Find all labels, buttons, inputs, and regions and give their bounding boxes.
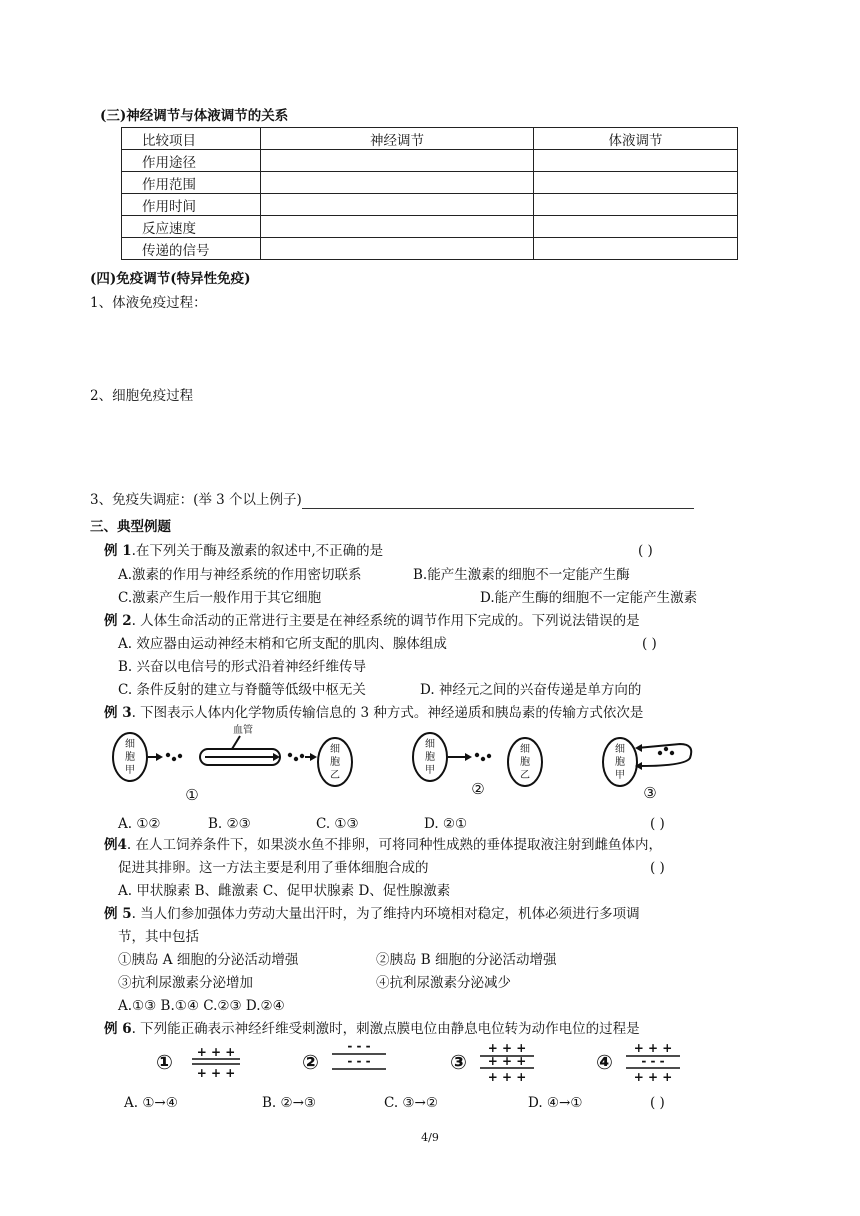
- charge-plus: + + +: [487, 1041, 527, 1055]
- table-cell: [534, 194, 738, 216]
- q3-option-a: A. ①②: [118, 816, 161, 832]
- cell-yi-label: 胞: [520, 757, 530, 768]
- q1-option-a: A.激素的作用与神经系统的作用密切联系: [118, 567, 362, 583]
- table-cell: [261, 150, 534, 172]
- cell-jia-label: 胞: [615, 757, 625, 768]
- charge-minus: - - -: [347, 1039, 371, 1053]
- q5-statement-1: ①胰岛 A 细胞的分泌活动增强: [118, 952, 299, 968]
- q1-stem: [104, 542, 383, 560]
- section4-item3-text: 3、免疫失调症：(举 3 个以上例子): [90, 492, 302, 508]
- q6-option-d: D. ④→①: [528, 1095, 583, 1111]
- q1-answer-paren: ( ): [638, 543, 653, 559]
- q4-options: A. 甲状腺素 B、雌激素 C、促甲状腺素 D、促性腺激素: [118, 883, 451, 899]
- q5-statement-4: ④抗利尿激素分泌减少: [376, 975, 511, 991]
- table-header-cell: 体液调节: [534, 128, 738, 150]
- table-cell: [534, 150, 738, 172]
- cell-yi-label: 细: [520, 744, 530, 755]
- q4-stem-text: . 在人工饲养条件下，如果淡水鱼不排卵，可将同种性成熟的垂体提取液注射到雌鱼体内，: [126, 837, 662, 853]
- charge-plus: + + +: [633, 1041, 673, 1055]
- page-number: 4/9: [421, 1131, 439, 1144]
- q5-stem-text: . 当人们参加强体力劳动大量出汗时，为了维持内环境相对稳定，机体必须进行多项调: [131, 906, 640, 922]
- cell-jia-label: 甲: [125, 765, 135, 776]
- q4-stem: [104, 836, 662, 854]
- q6-figure: [150, 1038, 690, 1086]
- q2-answer-paren: ( ): [642, 636, 657, 652]
- figure-label: ②: [471, 780, 485, 798]
- section3-title: (三)神经调节与体液调节的关系: [100, 108, 289, 124]
- q6-option-b: B. ②→③: [262, 1095, 317, 1111]
- table-row: [122, 216, 738, 238]
- table-row-label: 反应速度: [122, 216, 261, 238]
- q6-stem: [104, 1020, 640, 1038]
- q5-number: 例 5: [104, 906, 132, 922]
- q5-stem: [104, 905, 640, 923]
- q1-option-b: B.能产生激素的细胞不一定能产生酶: [413, 567, 630, 583]
- figure-label: ①: [156, 1050, 173, 1074]
- table-header-cell: 比较项目: [122, 128, 261, 150]
- part3-title: 三、典型例题: [90, 519, 171, 535]
- q4-number: 例4: [104, 837, 127, 853]
- q3-option-b: B. ②③: [208, 816, 251, 832]
- table-row-label: 传递的信号: [122, 238, 261, 260]
- section4-item1: 1、体液免疫过程：: [90, 295, 207, 311]
- charge-minus: - - -: [641, 1054, 665, 1068]
- charge-plus: + + +: [487, 1054, 527, 1068]
- q6-option-c: C. ③→②: [384, 1095, 438, 1111]
- cell-jia-label: 细: [425, 739, 435, 750]
- charge-plus: + + +: [196, 1066, 236, 1080]
- q2-option-c: C. 条件反射的建立与脊髓等低级中枢无关: [118, 682, 366, 698]
- q2-option-a: A. 效应器由运动神经末梢和它所支配的肌肉、腺体组成: [118, 636, 447, 652]
- table-row: [122, 238, 738, 260]
- q4-stem-2: 促进其排卵。这一方法主要是利用了垂体细胞合成的: [118, 860, 429, 876]
- table-header-cell: 神经调节: [261, 128, 534, 150]
- q3-option-c: C. ①③: [316, 816, 359, 832]
- comparison-table: [121, 127, 738, 260]
- q3-option-d: D. ②①: [424, 816, 468, 832]
- cell-yi-label: 乙: [330, 770, 340, 781]
- cell-yi-label: 乙: [520, 770, 530, 781]
- table-cell: [534, 172, 738, 194]
- table-cell: [261, 194, 534, 216]
- figure-label: ②: [302, 1050, 319, 1074]
- table-row: [122, 194, 738, 216]
- charge-plus: + + +: [633, 1070, 673, 1084]
- q1-option-d: D.能产生酶的细胞不一定能产生激素: [480, 590, 698, 606]
- q1-option-c: C.激素产生后一般作用于其它细胞: [118, 590, 322, 606]
- figure-label: ①: [185, 786, 199, 804]
- table-cell: [534, 238, 738, 260]
- cell-jia-label: 胞: [125, 752, 135, 763]
- q1-number: 例 1: [104, 543, 132, 559]
- q5-statement-3: ③抗利尿激素分泌增加: [118, 975, 253, 991]
- arrow-head: [465, 753, 472, 761]
- charge-minus: - - -: [347, 1054, 371, 1068]
- table-cell: [261, 172, 534, 194]
- q3-stem-text: . 下图表示人体内化学物质传输信息的 3 种方式。神经递质和胰岛素的传输方式依次是: [131, 705, 644, 721]
- cell-jia-label: 甲: [615, 770, 625, 781]
- cell-jia-label: 胞: [425, 752, 435, 763]
- cell-jia-label: 细: [125, 739, 135, 750]
- q2-stem: [104, 612, 640, 630]
- charge-plus: + + +: [487, 1070, 527, 1084]
- q4-answer-paren: ( ): [650, 860, 665, 876]
- table-row-label: 作用范围: [122, 172, 261, 194]
- section4-item2: 2、细胞免疫过程: [90, 388, 194, 404]
- arrow-head: [310, 753, 317, 761]
- q3-figure: [100, 722, 720, 807]
- charge-plus: + + +: [196, 1045, 236, 1059]
- answer-blank: [302, 494, 694, 509]
- q1-stem-text: .在下列关于酶及激素的叙述中,不正确的是: [131, 543, 384, 559]
- q2-number: 例 2: [104, 613, 132, 629]
- table-header-row: [122, 128, 738, 150]
- table-cell: [534, 216, 738, 238]
- table-cell: [261, 216, 534, 238]
- figure-label: ④: [596, 1050, 613, 1074]
- section4-item3: [90, 491, 694, 509]
- q6-number: 例 6: [104, 1021, 132, 1037]
- table-row: [122, 150, 738, 172]
- q5-stem-2: 节，其中包括: [118, 929, 199, 945]
- q6-option-a: A. ①→④: [124, 1095, 178, 1111]
- q6-stem-text: . 下列能正确表示神经纤维受刺激时，刺激点膜电位由静息电位转为动作电位的过程是: [131, 1021, 640, 1037]
- arrow-head: [156, 753, 163, 761]
- table-row: [122, 172, 738, 194]
- cell-yi-label: 胞: [330, 757, 340, 768]
- figure-label: ③: [643, 784, 657, 802]
- vessel-label: 血管: [233, 725, 253, 736]
- table-row-label: 作用时间: [122, 194, 261, 216]
- q3-number: 例 3: [104, 705, 132, 721]
- q6-answer-paren: ( ): [650, 1095, 665, 1111]
- cell-jia-label: 细: [615, 744, 625, 755]
- q5-options: A.①③ B.①④ C.②③ D.②④: [118, 998, 285, 1014]
- cell-yi-label: 细: [330, 744, 340, 755]
- q2-option-d: D. 神经元之间的兴奋传递是单方向的: [420, 682, 642, 698]
- cell-jia-label: 甲: [425, 765, 435, 776]
- table-cell: [261, 238, 534, 260]
- figure-label: ③: [450, 1050, 467, 1074]
- q2-stem-text: . 人体生命活动的正常进行主要是在神经系统的调节作用下完成的。下列说法错误的是: [131, 613, 640, 629]
- section4-title: (四)免疫调节(特异性免疫): [90, 271, 251, 287]
- q5-statement-2: ②胰岛 B 细胞的分泌活动增强: [376, 952, 557, 968]
- q3-answer-paren: ( ): [650, 816, 665, 832]
- table-row-label: 作用途径: [122, 150, 261, 172]
- q2-option-b: B. 兴奋以电信号的形式沿着神经纤维传导: [118, 659, 367, 675]
- q3-stem: [104, 704, 643, 722]
